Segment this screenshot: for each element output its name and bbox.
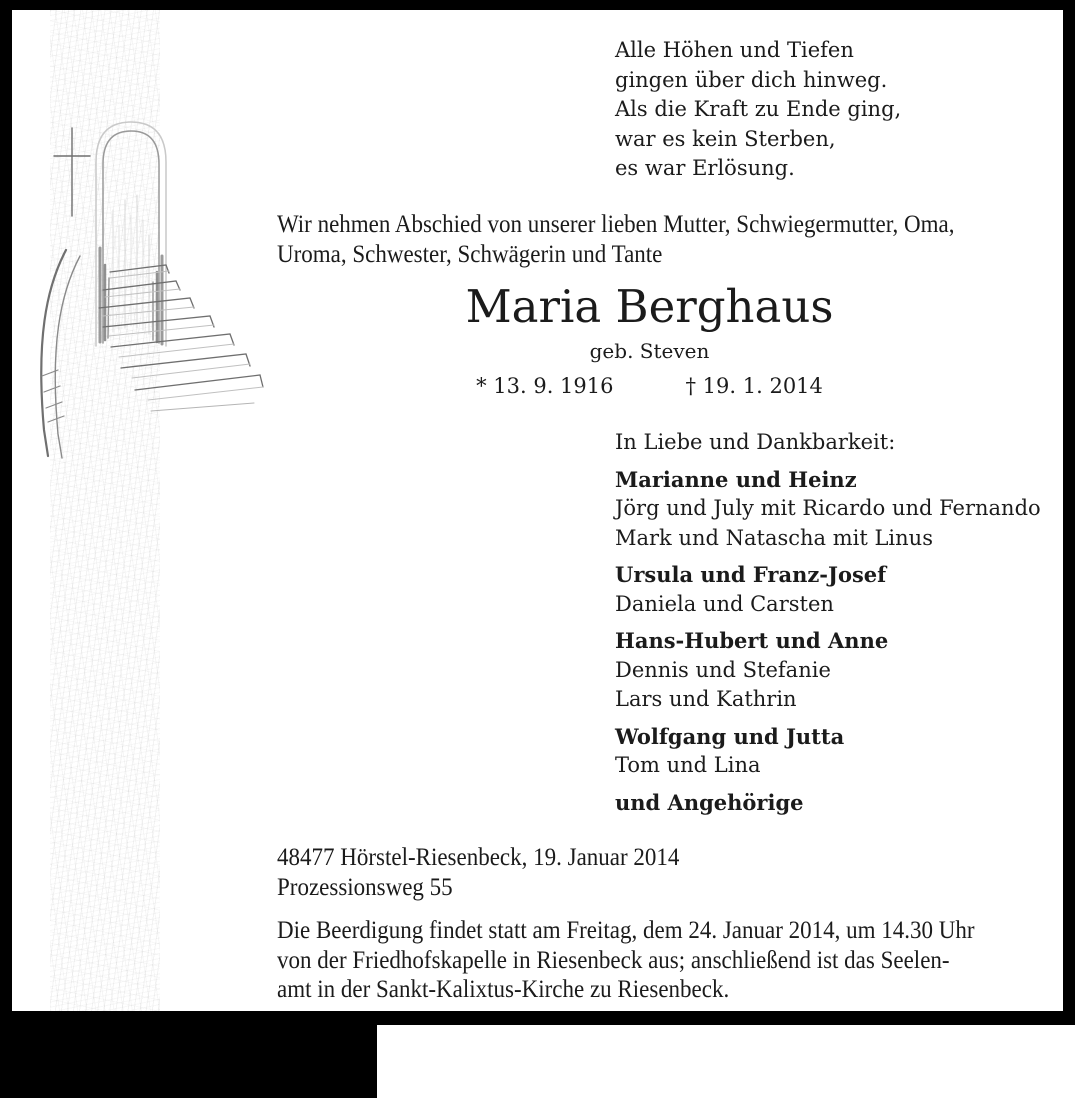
funeral-announcement bbox=[277, 916, 975, 1005]
address-line: Prozessionsweg 55 bbox=[277, 873, 453, 901]
mourner-couple: Marianne und Heinz bbox=[615, 466, 857, 492]
poem-line: war es kein Sterben, bbox=[615, 126, 836, 151]
mourner-couple: Ursula und Franz-Josef bbox=[615, 562, 887, 587]
funeral-line: amt in der Sankt-Kalixtus-Kirche zu Riesenbeck. bbox=[277, 976, 730, 1003]
poem-line: Als die Kraft zu Ende ging, bbox=[615, 97, 902, 121]
mourners-heading: In Liebe und Dankbarkeit: bbox=[615, 430, 896, 454]
staircase-icon bbox=[99, 265, 263, 411]
deceased-block bbox=[277, 280, 1022, 399]
mourner-group bbox=[615, 788, 1041, 818]
place-date-line: 48477 Hörstel-Riesenbeck, 19. Januar 2014 bbox=[277, 844, 680, 871]
life-dates bbox=[277, 373, 1022, 399]
intro-line: Wir nehmen Abschied von unserer lieben Mutter, Schwiegermutter, Oma, bbox=[277, 211, 955, 238]
banister bbox=[41, 250, 80, 458]
intro-line: Uroma, Schwester, Schwägerin und Tante bbox=[277, 240, 663, 268]
mourner-line: Mark und Natascha mit Linus bbox=[615, 525, 933, 550]
mourner-line: Jörg und July mit Ricardo und Fernando bbox=[615, 496, 1041, 520]
mourners-list bbox=[615, 428, 1041, 817]
place-and-address bbox=[277, 843, 679, 902]
stairway-to-light-artwork bbox=[20, 10, 265, 462]
poem-line: es war Erlösung. bbox=[615, 156, 795, 180]
epitaph-poem bbox=[615, 36, 901, 184]
frame-bottom-rule bbox=[0, 1011, 1075, 1025]
mourner-line: Dennis und Stefanie bbox=[615, 657, 831, 682]
mourner-line: Tom und Lina bbox=[615, 753, 761, 777]
frame-left-bar bbox=[0, 0, 12, 1025]
birth-date: * 13. 9. 1916 bbox=[476, 374, 614, 398]
maiden-name: geb. Steven bbox=[589, 339, 710, 363]
funeral-line: von der Friedhofskapelle in Riesenbeck aus; anschließend ist das Seelen- bbox=[277, 946, 950, 974]
mourner-line: Lars und Kathrin bbox=[615, 687, 797, 711]
cross-icon bbox=[54, 128, 90, 216]
mourner-couple: Wolfgang und Jutta bbox=[615, 723, 845, 749]
deceased-name: Maria Berghaus bbox=[465, 280, 834, 333]
frame-right-bar bbox=[1063, 0, 1075, 1025]
mourner-relatives: und Angehörige bbox=[615, 789, 804, 815]
mourner-group bbox=[615, 560, 1041, 619]
mourner-couple: Hans-Hubert und Anne bbox=[615, 628, 889, 653]
farewell-intro bbox=[277, 210, 954, 269]
poem-line: Alle Höhen und Tiefen bbox=[615, 38, 854, 62]
mourner-group bbox=[615, 626, 1041, 715]
frame-top-bar bbox=[0, 0, 1075, 10]
mourner-group bbox=[615, 465, 1041, 554]
frame-bottom-left-block bbox=[0, 1025, 377, 1098]
poem-line: gingen über dich hinweg. bbox=[615, 67, 888, 92]
mourner-line: Daniela und Carsten bbox=[615, 591, 834, 616]
obituary-page bbox=[12, 10, 1063, 1011]
funeral-line: Die Beerdigung findet statt am Freitag, dem 24. Januar 2014, um 14.30 Uhr bbox=[277, 917, 975, 944]
death-date: † 19. 1. 2014 bbox=[685, 374, 823, 398]
mourner-group bbox=[615, 722, 1041, 781]
